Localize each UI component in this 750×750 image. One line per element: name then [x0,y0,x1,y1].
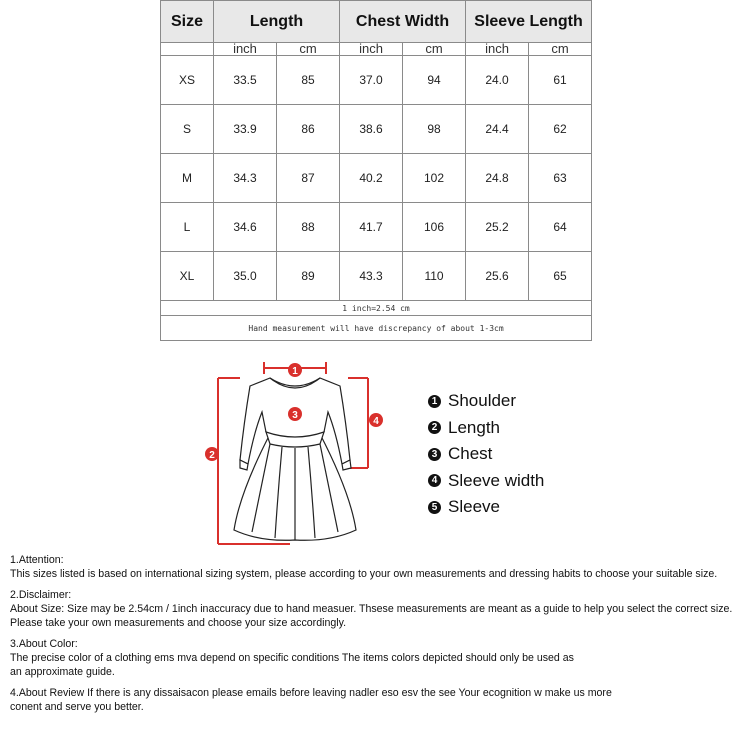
legend-number-badge: 3 [428,448,441,461]
dress-measurement-diagram [200,352,410,552]
svg-text:3: 3 [292,410,298,421]
attention-text: This sizes listed is based on international sizing system, please according to your own measurements and dressing habits to choose your suitable size. [10,568,718,580]
table-row [161,56,592,105]
disclaimer-title: 2.Disclaimer: [10,589,72,601]
color-text: The precise color of a clothing ems mva depend on specific conditions The items colors depicted should only be used as [10,652,574,664]
marker-2-icon [205,447,219,461]
units-row [161,43,592,56]
value-cell: 89 [277,252,340,301]
header-sleeve-length: Sleeve Length [466,1,592,43]
value-cell: 35.0 [214,252,277,301]
legend-label: Shoulder [448,391,517,411]
conversion-note-row [161,301,592,316]
value-cell: 24.8 [466,154,529,203]
notes-section [10,553,745,714]
value-cell: 33.5 [214,56,277,105]
table-row [161,203,592,252]
review-text: 4.About Review If there is any dissaisacon please emails before leaving nadler eso esv the see Your ecognition w make us more [10,687,612,699]
dress-outline [234,378,356,540]
legend-number-badge: 1 [428,395,441,408]
legend-item-chest [428,441,544,468]
unit-cell: inch [466,43,529,56]
value-cell: 63 [529,154,592,203]
value-cell: 102 [403,154,466,203]
svg-text:2: 2 [209,450,215,461]
header-chest-width: Chest Width [340,1,466,43]
size-cell: L [161,203,214,252]
unit-cell: cm [403,43,466,56]
value-cell: 24.4 [466,105,529,154]
legend-item-length [428,415,544,442]
review-text: conent and serve you better. [10,701,144,713]
value-cell: 110 [403,252,466,301]
value-cell: 40.2 [340,154,403,203]
discrepancy-note: Hand measurement will have discrepancy of about 1-3cm [161,316,592,341]
size-cell: S [161,105,214,154]
legend-label: Sleeve [448,497,500,517]
legend-number-badge: 2 [428,421,441,434]
marker-3-icon [288,407,302,421]
legend-item-sleeve [428,494,544,521]
value-cell: 37.0 [340,56,403,105]
disclaimer-text: About Size: Size may be 2.54cm / 1inch inaccuracy due to hand measuer. Thsese measurements are meant as a guide to help you select the correct size. [10,603,733,615]
size-cell: XS [161,56,214,105]
units-spacer [161,43,214,56]
value-cell: 34.3 [214,154,277,203]
svg-text:4: 4 [373,416,379,427]
legend-label: Length [448,417,500,437]
table-row [161,154,592,203]
value-cell: 86 [277,105,340,154]
unit-cell: cm [277,43,340,56]
marker-4-icon [369,413,383,427]
legend-label: Chest [448,444,493,464]
table-row [161,105,592,154]
value-cell: 64 [529,203,592,252]
attention-title: 1.Attention: [10,554,64,566]
color-text: an approximate guide. [10,666,115,678]
header-length: Length [214,1,340,43]
svg-text:1: 1 [292,366,298,377]
legend-item-sleeve-width [428,468,544,495]
value-cell: 65 [529,252,592,301]
color-title: 3.About Color: [10,638,78,650]
legend-number-badge: 5 [428,501,441,514]
value-cell: 62 [529,105,592,154]
value-cell: 38.6 [340,105,403,154]
measurement-legend [428,388,544,521]
disclaimer-text: Please take your own measurements and choose your size accordingly. [10,617,347,629]
table-header-row [161,1,592,43]
value-cell: 24.0 [466,56,529,105]
discrepancy-note-row [161,316,592,341]
value-cell: 88 [277,203,340,252]
value-cell: 94 [403,56,466,105]
header-size: Size [161,1,214,43]
value-cell: 98 [403,105,466,154]
value-cell: 25.2 [466,203,529,252]
value-cell: 41.7 [340,203,403,252]
size-cell: XL [161,252,214,301]
value-cell: 43.3 [340,252,403,301]
value-cell: 87 [277,154,340,203]
value-cell: 33.9 [214,105,277,154]
value-cell: 25.6 [466,252,529,301]
value-cell: 61 [529,56,592,105]
legend-label: Sleeve width [448,470,545,490]
marker-1-icon [288,363,302,377]
size-cell: M [161,154,214,203]
unit-cell: cm [529,43,592,56]
legend-number-badge: 4 [428,474,441,487]
conversion-note: 1 inch=2.54 cm [161,301,592,316]
dress-illustration [200,352,410,552]
value-cell: 85 [277,56,340,105]
size-chart-table [160,0,592,341]
value-cell: 34.6 [214,203,277,252]
value-cell: 106 [403,203,466,252]
unit-cell: inch [214,43,277,56]
table-row [161,252,592,301]
legend-item-shoulder [428,388,544,415]
unit-cell: inch [340,43,403,56]
